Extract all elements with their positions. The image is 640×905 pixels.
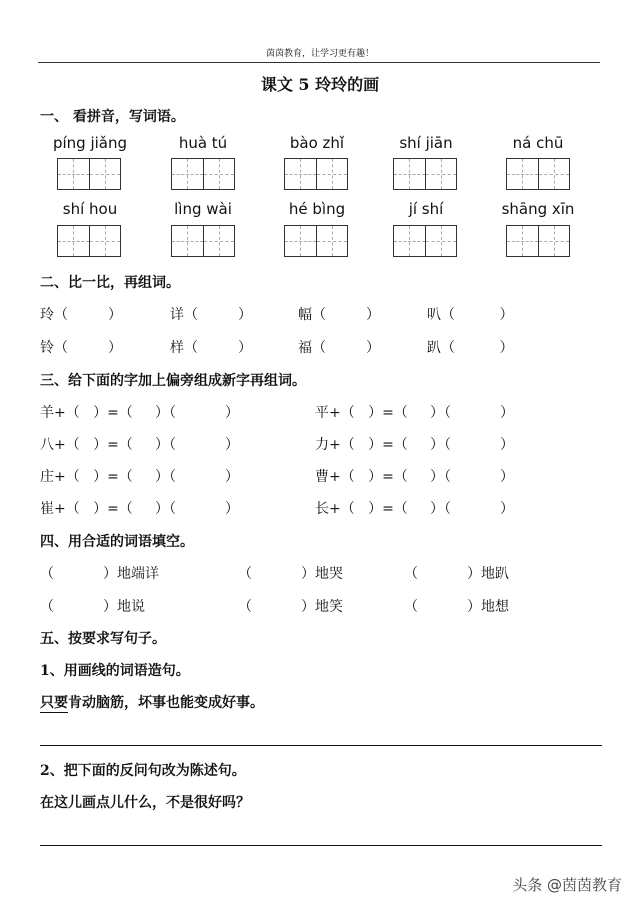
header-slogan: 茵茵教育，让学习更有趣！	[265, 49, 374, 59]
section3-heading: 三、给下面的字加上偏旁组成新字再组词。	[40, 373, 306, 389]
pinyin-1-2: huà tú	[178, 134, 228, 152]
radical-item: 崔+（ ）=（ ）（ ）	[40, 501, 240, 517]
header-divider	[38, 62, 600, 63]
watermark: 头条 @茵茵教育	[512, 876, 622, 894]
compare-item: 样（ ）	[170, 340, 253, 356]
page-title: 课文 5 玲玲的画	[260, 75, 380, 94]
answer-line[interactable]	[40, 745, 602, 746]
compare-item: 趴（ ）	[427, 340, 514, 356]
compare-item: 详（ ）	[170, 307, 253, 323]
compare-item: 幅（ ）	[298, 307, 381, 323]
radical-item: 力+（ ）=（ ）（ ）	[315, 437, 515, 453]
compare-item: 福（ ）	[298, 340, 381, 356]
section5-heading: 五、按要求写句子。	[40, 631, 166, 647]
pinyin-1-4: shí jiān	[399, 134, 453, 152]
pinyin-2-1: shí hou	[62, 200, 118, 218]
writing-grid[interactable]	[284, 225, 348, 257]
question-2-sentence: 在这儿画点儿什么，不是很好吗？	[40, 795, 250, 811]
writing-grid[interactable]	[57, 225, 121, 257]
radical-item: 曹+（ ）=（ ）（ ）	[315, 469, 515, 485]
radical-item: 长+（ ）=（ ）（ ）	[315, 501, 515, 517]
fill-item: （ ）地说	[40, 599, 145, 615]
writing-grid[interactable]	[171, 158, 235, 190]
fill-item: （ ）地哭	[238, 566, 343, 582]
writing-grid[interactable]	[284, 158, 348, 190]
question-1-sentence: 只要肯动脑筋，坏事也能变成好事。	[40, 695, 264, 711]
compare-item: 玲（ ）	[40, 307, 123, 323]
pinyin-2-5: shāng xīn	[501, 200, 575, 218]
question-2: 2、把下面的反问句改为陈述句。	[40, 763, 246, 779]
writing-grid[interactable]	[393, 158, 457, 190]
pinyin-1-3: bào zhǐ	[289, 134, 345, 152]
radical-item: 平+（ ）=（ ）（ ）	[315, 405, 515, 421]
pinyin-1-5: ná chū	[512, 134, 564, 152]
radical-item: 羊+（ ）=（ ）（ ）	[40, 405, 240, 421]
writing-grid[interactable]	[506, 225, 570, 257]
writing-grid[interactable]	[393, 225, 457, 257]
pinyin-2-3: hé bìng	[288, 200, 346, 218]
writing-grid[interactable]	[171, 225, 235, 257]
fill-item: （ ）地想	[404, 599, 509, 615]
answer-line[interactable]	[40, 845, 602, 846]
section2-heading: 二、比一比，再组词。	[40, 275, 180, 291]
writing-grid[interactable]	[506, 158, 570, 190]
underlined-word: 只要	[40, 695, 68, 711]
compare-item: 铃（ ）	[40, 340, 123, 356]
section1-heading: 一、 看拼音，写词语。	[40, 109, 185, 125]
pinyin-2-2: lìng wài	[174, 200, 232, 218]
radical-item: 八+（ ）=（ ）（ ）	[40, 437, 240, 453]
fill-item: （ ）地端详	[40, 566, 159, 582]
fill-item: （ ）地笑	[238, 599, 343, 615]
compare-item: 叭（ ）	[427, 307, 514, 323]
pinyin-1-1: píng jiǎng	[52, 134, 128, 152]
radical-item: 庄+（ ）=（ ）（ ）	[40, 469, 240, 485]
question-1: 1、用画线的词语造句。	[40, 663, 190, 679]
section4-heading: 四、用合适的词语填空。	[40, 534, 194, 550]
pinyin-2-4: jí shí	[408, 200, 444, 218]
fill-item: （ ）地趴	[404, 566, 509, 582]
writing-grid[interactable]	[57, 158, 121, 190]
